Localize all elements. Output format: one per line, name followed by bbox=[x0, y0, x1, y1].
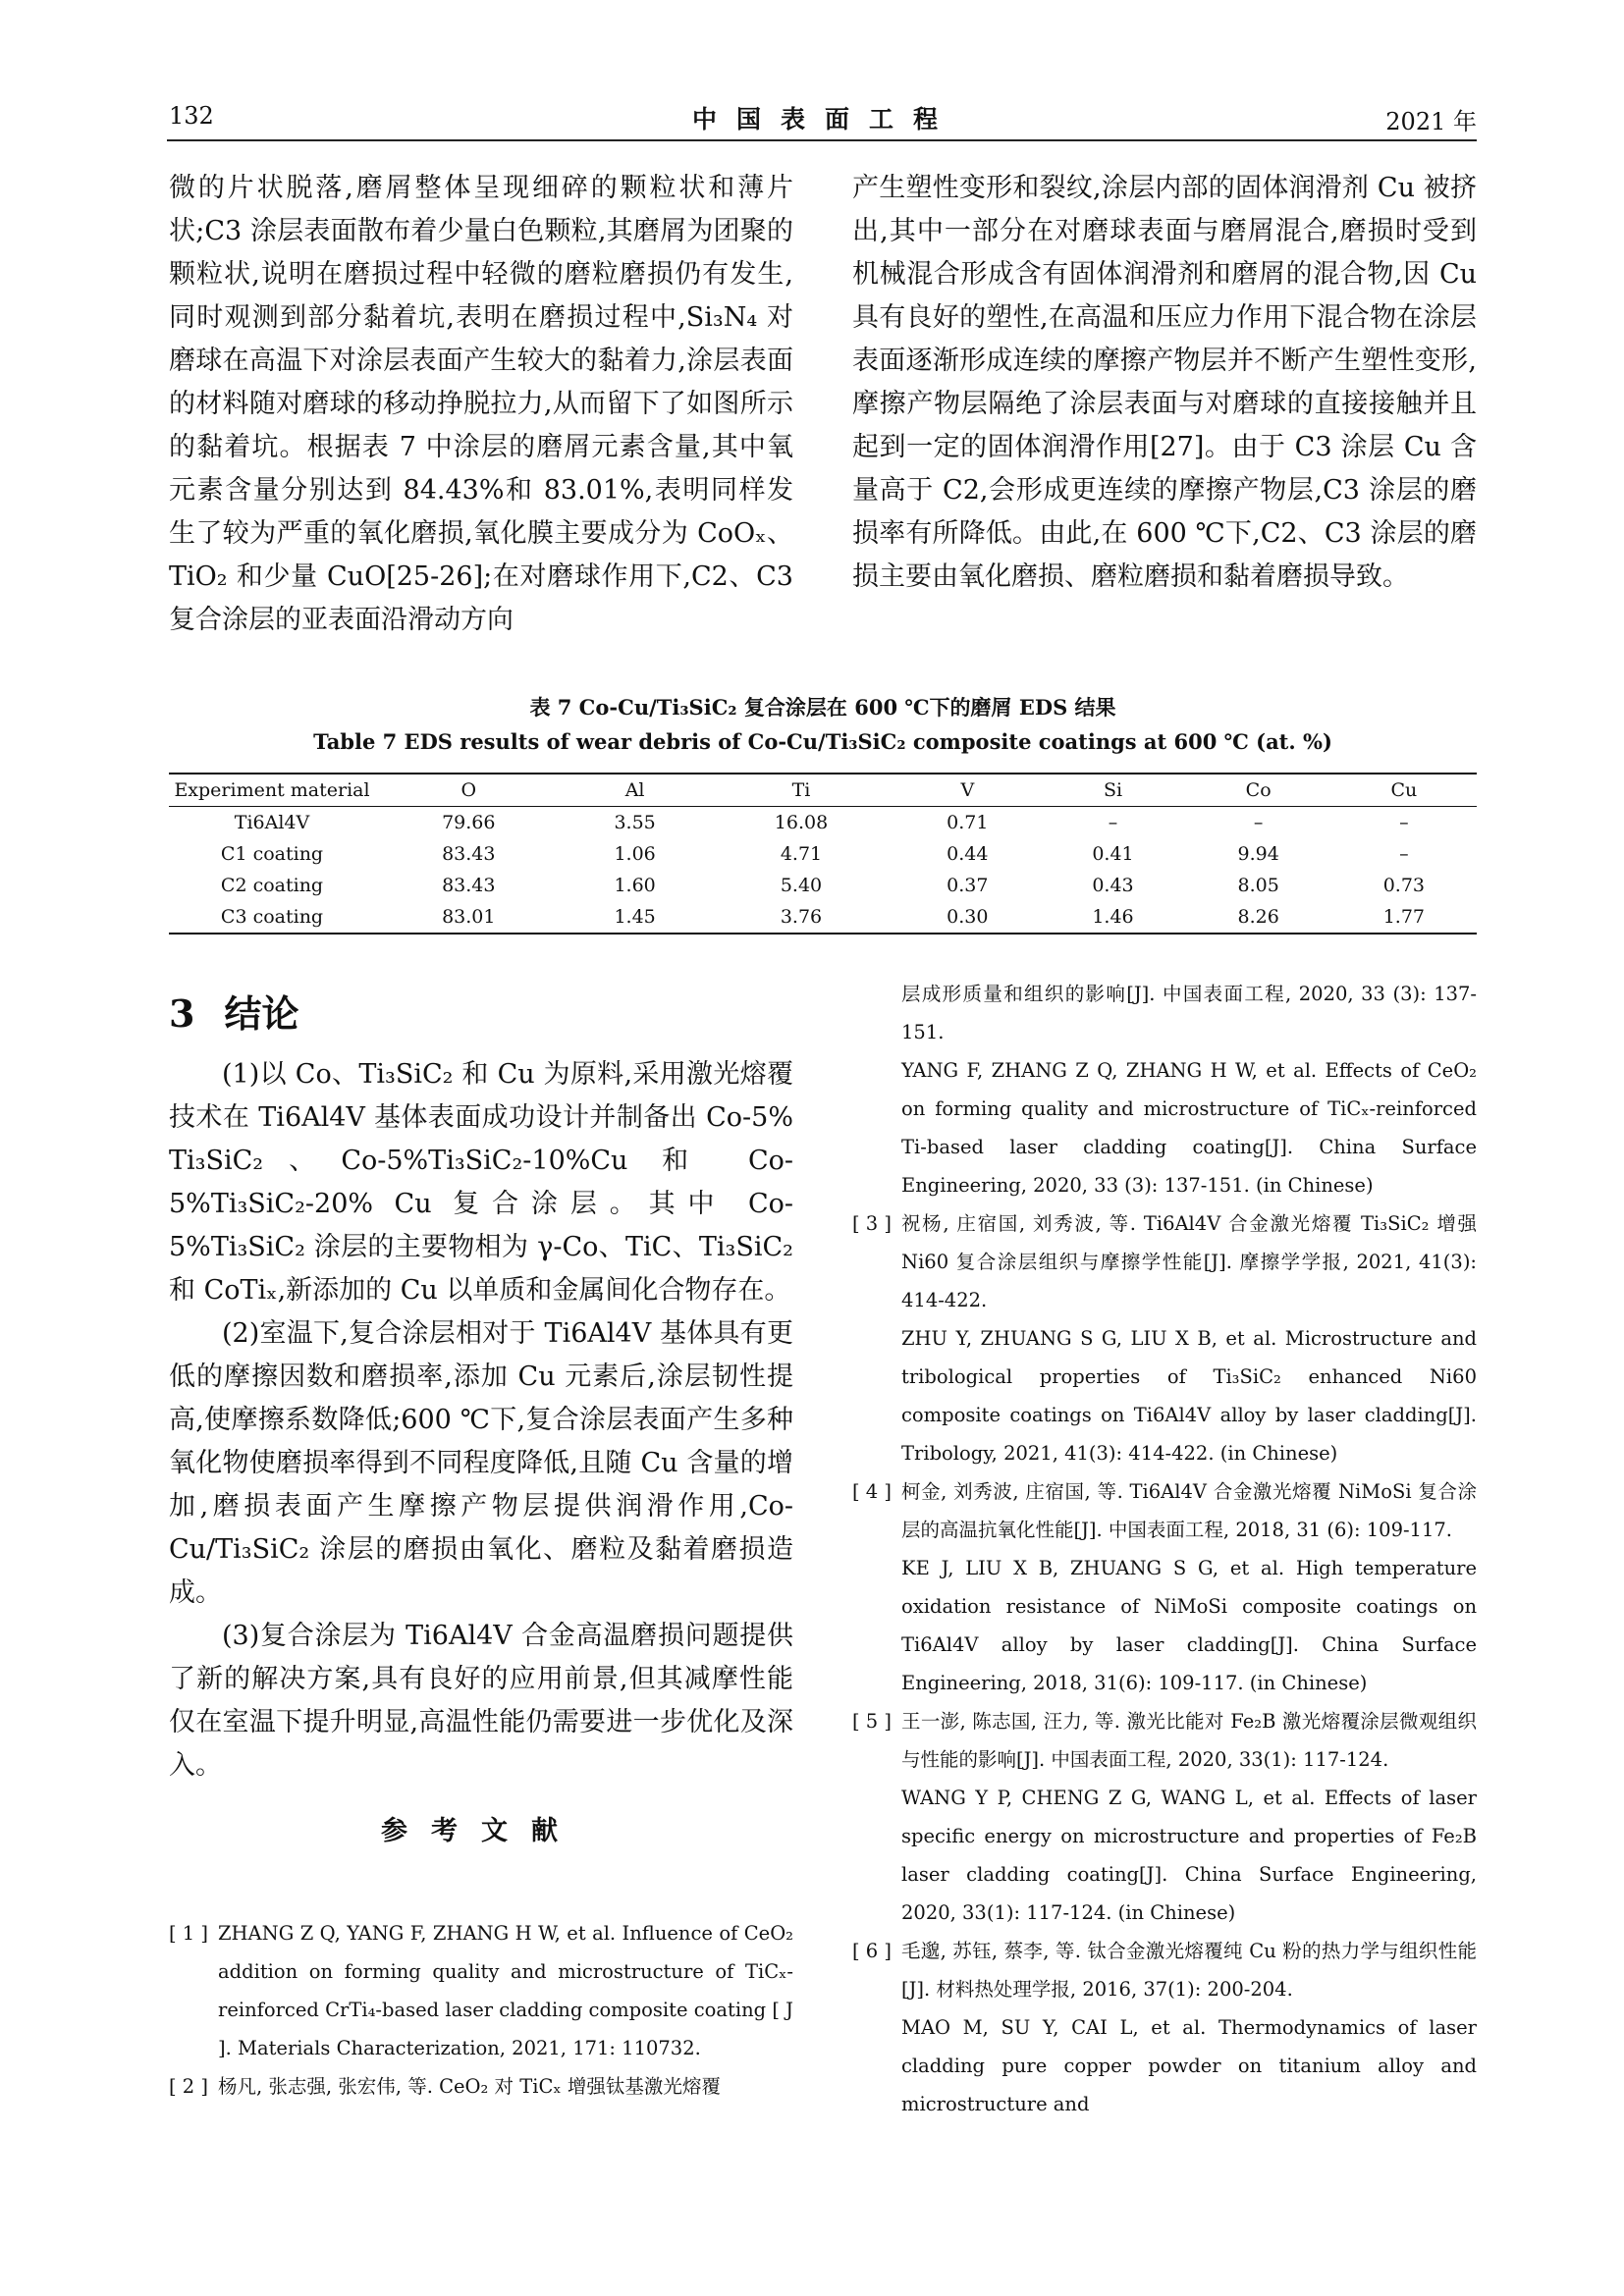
table-cell: 9.94 bbox=[1237, 843, 1279, 865]
table-cell: 83.43 bbox=[442, 875, 496, 896]
body-paragraph: 微的片状脱落,磨屑整体呈现细碎的颗粒状和薄片状;C3 涂层表面散布着少量白色颗粒,其磨屑为团聚的颗粒状,说明在磨损过程中轻微的磨粒磨损仍有发生,同时观测到部分黏着坑,表明在磨损过程中,Si₃N₄ 对磨球在高温下对涂层表面产生较大的黏着力,涂层表面的材料随对磨球的移动挣脱拉力,从而留下了如图所示的黏着坑。根据表 7 中涂层的磨屑元素含量,其中氧元素含量分别达到 84.43%和 83.01%,表明同样发生了较为严重的氧化磨损,氧化膜主要成分为 CoOₓ、TiO₂ 和少量 CuO[25-26];在对磨球作用下,C2、C3 复合涂层的亚表面沿滑动方向 bbox=[169, 173, 793, 635]
column-header: Cu bbox=[1331, 774, 1477, 807]
table-header-row bbox=[169, 774, 1477, 807]
header-rule bbox=[167, 139, 1477, 141]
left-column-top bbox=[169, 167, 793, 642]
table-cell: 79.66 bbox=[442, 812, 496, 833]
reference-number: [ 6 ] bbox=[852, 1940, 893, 1962]
table-row bbox=[169, 807, 1477, 839]
reference-text: 层成形质量和组织的影响[J]. 中国表面工程, 2020, 33 (3): 137-151. bbox=[901, 983, 1477, 1043]
reference-text: 杨凡, 张志强, 张宏伟, 等. CeO₂ 对 TiCₓ 增强钛基激光熔覆 bbox=[218, 2075, 721, 2098]
reference-item bbox=[852, 975, 1477, 1204]
table-cell: 83.43 bbox=[442, 843, 496, 865]
column-header: Co bbox=[1186, 774, 1331, 807]
table-row bbox=[169, 838, 1477, 870]
conclusion-paragraph: (1)以 Co、Ti₃SiC₂ 和 Cu 为原料,采用激光熔覆技术在 Ti6Al4V 基体表面成功设计并制备出 Co-5% Ti₃SiC₂、Co-5%Ti₃SiC₂-10%Cu 和 Co-5%Ti₃SiC₂-20% Cu 复合涂层。其中 Co-5%Ti₃SiC₂ 涂层的主要物相为 γ-Co、TiC、Ti₃SiC₂ 和 CoTiₓ,新添加的 Cu 以单质和金属间化合物存在。 bbox=[169, 1059, 793, 1306]
table-cell: 83.01 bbox=[375, 901, 563, 934]
section-title: 结论 bbox=[224, 991, 299, 1036]
column-header: Experiment material bbox=[169, 774, 375, 807]
section-heading bbox=[169, 985, 793, 1043]
reference-item bbox=[169, 1914, 793, 2067]
table-caption-en: Table 7 EDS results of wear debris of Co-Cu/Ti₃SiC₂ composite coatings at 600 ℃ (at. %) bbox=[313, 729, 1332, 754]
reference-text: 祝杨, 庄宿国, 刘秀波, 等. Ti6Al4V 合金激光熔覆 Ti₃SiC₂ 增强 Ni60 复合涂层组织与摩擦学性能[J]. 摩擦学学报, 2021, 41(3): 414-422. bbox=[901, 1212, 1477, 1311]
table-row bbox=[169, 870, 1477, 901]
body-paragraph: 产生塑性变形和裂纹,涂层内部的固体润滑剂 Cu 被挤出,其中一部分在对磨球表面与磨屑混合,磨损时受到机械混合形成含有固体润滑剂和磨屑的混合物,因 Cu 具有良好的塑性,在高温和压应力作用下混合物在涂层表面逐渐形成连续的摩擦产物层并不断产生塑性变形,摩擦产物层隔绝了涂层表面与对磨球的直接接触并且起到一定的固体润滑作用[27]。由于 C3 涂层 Cu 含量高于 C2,会形成更连续的摩擦产物层,C3 涂层的磨损率有所降低。由此,在 600 ℃下,C2、C3 涂层的磨损主要由氧化磨损、磨粒磨损和黏着磨损导致。 bbox=[852, 173, 1477, 592]
table-cell: 5.40 bbox=[780, 875, 823, 896]
table-cell: 0.41 bbox=[1092, 843, 1134, 865]
table-cell: 3.55 bbox=[614, 812, 656, 833]
reference-number: [ 1 ] bbox=[169, 1922, 209, 1945]
reference-text: KE J, LIU X B, ZHUANG S G, et al. High temperature oxidation resistance of NiMoSi composite coatings on Ti6Al4V alloy by laser cladding[J]. China Surface Engineering, 2018, 31(6): 109-117. (in Chinese) bbox=[901, 1557, 1477, 1694]
eds-table bbox=[169, 773, 1477, 934]
column-header: Al bbox=[563, 774, 708, 807]
table-cell: 1.77 bbox=[1331, 901, 1477, 934]
conclusion-paragraph: (2)室温下,复合涂层相对于 Ti6Al4V 基体具有更低的摩擦因数和磨损率,添加 Cu 元素后,涂层韧性提高,使摩擦系数降低;600 ℃下,复合涂层表面产生多种氧化物使磨损率得到不同程度降低,且随 Cu 含量的增加,磨损表面产生摩擦产物层提供润滑作用,Co-Cu/Ti₃SiC₂ 涂层的磨损由氧化、磨粒及黏着磨损造成。 bbox=[169, 1318, 793, 1608]
table-cell: 16.08 bbox=[774, 812, 829, 833]
header-year: 2021 年 bbox=[1385, 108, 1477, 135]
column-header: Si bbox=[1040, 774, 1185, 807]
reference-text: ZHU Y, ZHUANG S G, LIU X B, et al. Microstructure and tribological properties of Ti₃SiC₂ enhanced Ni60 composite coatings on Ti6Al4V alloy by laser cladding[J]. Tribology, 2021, 41(3): 414-422. (in Chinese) bbox=[901, 1327, 1477, 1465]
reference-item bbox=[852, 1472, 1477, 1702]
table-cell: 0.30 bbox=[894, 901, 1040, 934]
references-left bbox=[169, 1914, 793, 2106]
right-column-top bbox=[852, 167, 1477, 599]
references-title: 参考文献 bbox=[381, 1816, 581, 1846]
reference-text: 柯金, 刘秀波, 庄宿国, 等. Ti6Al4V 合金激光熔覆 NiMoSi 复合涂层的高温抗氧化性能[J]. 中国表面工程, 2018, 31 (6): 109-117. bbox=[901, 1480, 1477, 1541]
reference-text: 毛邈, 苏钰, 蔡李, 等. 钛合金激光熔覆纯 Cu 粉的热力学与组织性能[J]. 材料热处理学报, 2016, 37(1): 200-204. bbox=[901, 1940, 1477, 2001]
table-cell: 8.05 bbox=[1237, 875, 1279, 896]
table-cell: 8.26 bbox=[1186, 901, 1331, 934]
table-cell: C1 coating bbox=[220, 843, 324, 865]
table-cell: 0.37 bbox=[947, 875, 989, 896]
reference-text: YANG F, ZHANG Z Q, ZHANG H W, et al. Effects of CeO₂ on forming quality and microstructure of TiCₓ-reinforced Ti-based laser cladding coating[J]. China Surface Engineering, 2020, 33 (3): 137-151. (in Chinese) bbox=[901, 1059, 1477, 1197]
reference-number: [ 5 ] bbox=[852, 1710, 893, 1733]
table-cell: – bbox=[1108, 812, 1118, 833]
table-cell: 1.46 bbox=[1040, 901, 1185, 934]
table-cell: 0.71 bbox=[947, 812, 989, 833]
reference-item bbox=[852, 1702, 1477, 1932]
reference-item bbox=[852, 1204, 1477, 1472]
table-cell: – bbox=[1399, 843, 1409, 865]
table-cell: 3.76 bbox=[708, 901, 895, 934]
section-number: 3 bbox=[169, 991, 195, 1036]
table-cell: C3 coating bbox=[169, 901, 375, 934]
table-caption-cn: 表 7 Co-Cu/Ti₃SiC₂ 复合涂层在 600 ℃下的磨屑 EDS 结果 bbox=[529, 695, 1116, 720]
table-cell: 1.06 bbox=[614, 843, 656, 865]
table-cell: – bbox=[1399, 812, 1409, 833]
table-cell: 1.60 bbox=[614, 875, 656, 896]
reference-item bbox=[169, 2067, 793, 2106]
reference-text: MAO M, SU Y, CAI L, et al. Thermodynamics of laser cladding pure copper powder on titanium alloy and microstructure and bbox=[901, 2016, 1477, 2115]
table-cell: 0.43 bbox=[1092, 875, 1134, 896]
table-cell: – bbox=[1253, 812, 1264, 833]
reference-text: ZHANG Z Q, YANG F, ZHANG H W, et al. Influence of CeO₂ addition on forming quality and microstructure of TiCₓ-reinforced CrTi₄-based laser cladding composite coating [ J ]. Materials Characterization, 2021, 171: 110732. bbox=[218, 1922, 793, 2059]
reference-text: 王一澎, 陈志国, 汪力, 等. 激光比能对 Fe₂B 激光熔覆涂层微观组织与性能的影响[J]. 中国表面工程, 2020, 33(1): 117-124. bbox=[901, 1710, 1477, 1771]
table-cell: Ti6Al4V bbox=[234, 812, 310, 833]
table-cell: C2 coating bbox=[220, 875, 324, 896]
column-header: O bbox=[375, 774, 563, 807]
references-right bbox=[852, 975, 1477, 2123]
reference-item bbox=[852, 1932, 1477, 2123]
reference-number: [ 3 ] bbox=[852, 1212, 893, 1235]
table-row bbox=[169, 901, 1477, 934]
reference-number: [ 2 ] bbox=[169, 2075, 209, 2098]
journal-title: 中国表面工程 bbox=[691, 105, 957, 133]
reference-text: WANG Y P, CHENG Z G, WANG L, et al. Effects of laser specific energy on microstructure and properties of Fe₂B laser cladding coating[J]. China Surface Engineering, 2020, 33(1): 117-124. (in Chinese) bbox=[901, 1787, 1477, 1924]
conclusions-section bbox=[169, 985, 793, 1788]
conclusion-paragraph: (3)复合涂层为 Ti6Al4V 合金高温磨损问题提供了新的解决方案,具有良好的应用前景,但其减摩性能仅在室温下提升明显,高温性能仍需要进一步优化及深入。 bbox=[169, 1621, 793, 1781]
table-cell: 4.71 bbox=[780, 843, 823, 865]
column-header: Ti bbox=[708, 774, 895, 807]
table-cell: 0.73 bbox=[1382, 875, 1426, 896]
table-cell: 0.44 bbox=[947, 843, 989, 865]
table-cell: 1.45 bbox=[563, 901, 708, 934]
page-number: 132 bbox=[169, 102, 214, 130]
column-header: V bbox=[894, 774, 1040, 807]
reference-number: [ 4 ] bbox=[852, 1480, 893, 1503]
